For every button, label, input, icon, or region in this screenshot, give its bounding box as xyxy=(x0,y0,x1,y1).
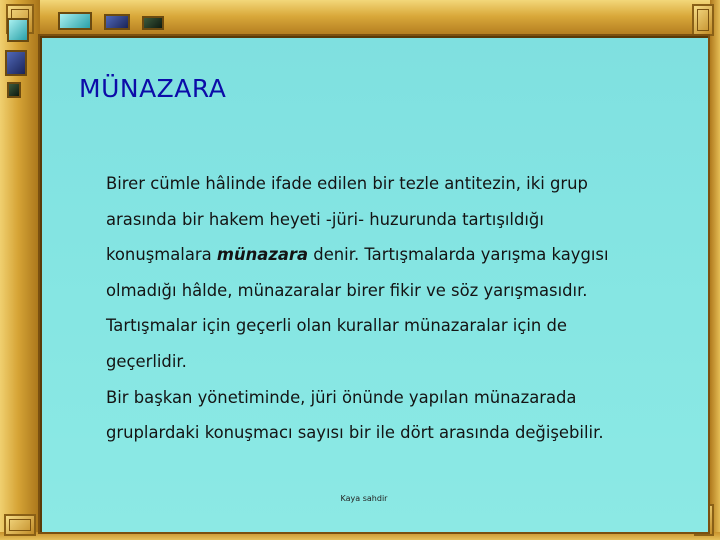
slide-title: MÜNAZARA xyxy=(79,74,227,103)
body-line-8: gruplardaki konuşmacı sayısı bir ile dört arasında değişebilir. xyxy=(106,423,604,443)
navy-panel-icon xyxy=(104,14,130,30)
body-line-6: geçerlidir. xyxy=(106,351,187,371)
slide-body xyxy=(106,166,696,451)
body-line-3 xyxy=(106,237,696,273)
frame-right-border xyxy=(710,0,720,540)
tall-window-icon xyxy=(5,50,27,76)
body-line-7: Bir başkan yönetiminde, jüri önünde yapılan münazarada xyxy=(106,387,577,407)
term-emphasis: münazara xyxy=(216,245,309,265)
body-line-2: arasında bir hakem heyeti -jüri- huzurunda tartışıldığı xyxy=(106,209,544,229)
bottom-left-ornament-icon xyxy=(4,514,36,536)
body-line-3-start: konuşmalara xyxy=(106,245,217,265)
dark-panel-icon xyxy=(142,16,164,30)
body-line-1: Birer cümle hâlinde ifade edilen bir tezle antitezin, iki grup xyxy=(106,174,588,193)
slide-footer: Kaya sahdir xyxy=(340,494,388,503)
frame-left-border xyxy=(0,0,40,540)
window-icon xyxy=(7,18,29,42)
body-line-3-end: denir. Tartışmalarda yarışma kaygısı xyxy=(308,245,609,265)
small-window-icon xyxy=(7,82,21,98)
top-right-corner-ornament-icon xyxy=(692,4,714,36)
teal-panel-icon xyxy=(58,12,92,30)
body-line-5: Tartışmalar için geçerli olan kurallar münazaralar için de xyxy=(106,316,567,336)
body-line-4: olmadığı hâlde, münazaralar birer fikir ve söz yarışmasıdır. xyxy=(106,280,588,300)
